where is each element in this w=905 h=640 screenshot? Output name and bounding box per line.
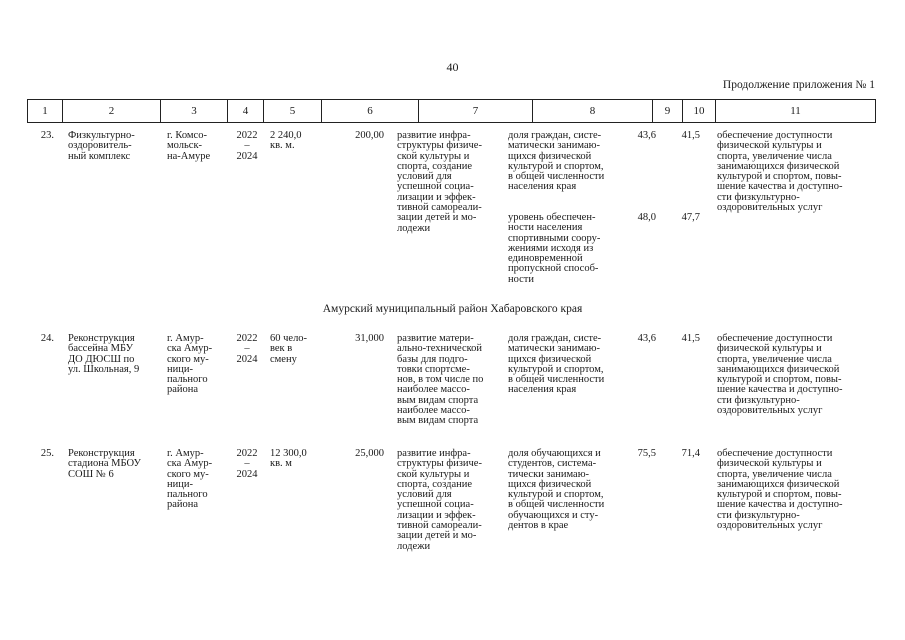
expected-result: обеспечение доступности физической культуры и спорта, увеличение числа занимающихся физической культурой и спортом, повы- шение качества и доступно- сти физкультурно- оздоровительных услуг <box>717 333 843 417</box>
object-name: Реконструкция бассейна МБУ ДО ДЮСШ по ул. Школьная, 9 <box>68 333 140 375</box>
row-number: 25. <box>40 448 54 459</box>
column-header: 6 <box>322 100 419 123</box>
object-capacity: 60 чело- век в смену <box>270 333 308 365</box>
column-header: 11 <box>716 100 876 123</box>
funding-amount: 31,000 <box>355 333 384 344</box>
column-header: 2 <box>63 100 161 123</box>
funding-amount: 200,00 <box>355 130 384 141</box>
continuation-label: Продолжение приложения № 1 <box>722 79 875 91</box>
column-header: 1 <box>28 100 63 123</box>
column-header-table <box>27 99 876 123</box>
indicator-value-10: 41,5 <box>681 333 700 344</box>
indicator-value-9: 48,0 <box>637 212 656 223</box>
table-row <box>27 333 875 427</box>
target-indicator: доля обучающихся и студентов, система- тически занимаю- щихся физической культурой и спортом, в общей численности обучающихся и сту- дентов в крае <box>508 448 605 532</box>
period-years: 2022 – 2024 <box>236 333 258 365</box>
object-location: г. Комсо- мольск- на-Амуре <box>167 130 211 162</box>
expected-result: обеспечение доступности физической культуры и спорта, увеличение числа занимающихся физической культурой и спортом, повы- шение качества и доступно- сти физкультурно- оздоровительных услуг <box>717 448 843 532</box>
target-indicator: доля граждан, систе- матически занимаю- щихся физической культурой и спортом, в общей численности населения края <box>508 130 605 193</box>
table-row-continuation <box>27 212 875 285</box>
object-name: Реконструкция стадиона МБОУ СОШ № 6 <box>68 448 141 480</box>
column-header: 7 <box>419 100 533 123</box>
row-number: 23. <box>40 130 54 141</box>
column-header: 5 <box>264 100 322 123</box>
table-row <box>27 448 875 552</box>
object-capacity: 2 240,0 кв. м. <box>270 130 302 152</box>
section-title: Амурский муниципальный район Хабаровского края <box>322 303 583 315</box>
column-header: 3 <box>161 100 228 123</box>
object-location: г. Амур- ска Амур- ского му- ници- пального района <box>167 448 213 511</box>
object-name: Физкультурно- оздоровитель- ный комплекс <box>68 130 135 162</box>
column-header-row <box>28 100 876 123</box>
column-header: 9 <box>653 100 683 123</box>
row-number: 24. <box>40 333 54 344</box>
indicator-value-10: 47,7 <box>681 212 700 223</box>
period-years: 2022 – 2024 <box>236 448 258 480</box>
object-purpose: развитие матери- ально-технической базы для подго- товки спортсме- нов, в том числе по наиболее массо- вым видам спорта наиболее массо- вым видам спорта <box>397 333 484 427</box>
expected-result: обеспечение доступности физической культуры и спорта, увеличение числа занимающихся физической культурой и спортом, повы- шение качества и доступно- сти физкультурно- оздоровительных услуг <box>717 130 843 214</box>
column-header: 10 <box>683 100 716 123</box>
object-purpose: развитие инфра- структуры физиче- ской культуры и спорта, создание условий для успешной социа- лизации и эффек- тивной самореали- зации детей и мо- лодежи <box>397 130 482 234</box>
column-header: 4 <box>228 100 264 123</box>
indicator-value-9: 43,6 <box>637 333 656 344</box>
indicator-value-9: 43,6 <box>637 130 656 141</box>
column-header: 8 <box>533 100 653 123</box>
object-purpose: развитие инфра- структуры физиче- ской культуры и спорта, создание условий для успешной социа- лизации и эффек- тивной самореали- зации детей и мо- лодежи <box>397 448 482 552</box>
indicator-value-10: 71,4 <box>681 448 700 459</box>
object-location: г. Амур- ска Амур- ского му- ници- пального района <box>167 333 213 396</box>
object-capacity: 12 300,0 кв. м <box>270 448 307 470</box>
funding-amount: 25,000 <box>355 448 384 459</box>
period-years: 2022 – 2024 <box>236 130 258 162</box>
target-indicator: уровень обеспечен- ности населения спортивными соору- жениями исходя из единовременной пропускной способ- ности <box>508 212 601 285</box>
target-indicator: доля граждан, систе- матически занимаю- щихся физической культурой и спортом, в общей численности населения края <box>508 333 605 396</box>
page-number: 40 <box>446 60 459 74</box>
indicator-value-10: 41,5 <box>681 130 700 141</box>
indicator-value-9: 75,5 <box>637 448 656 459</box>
